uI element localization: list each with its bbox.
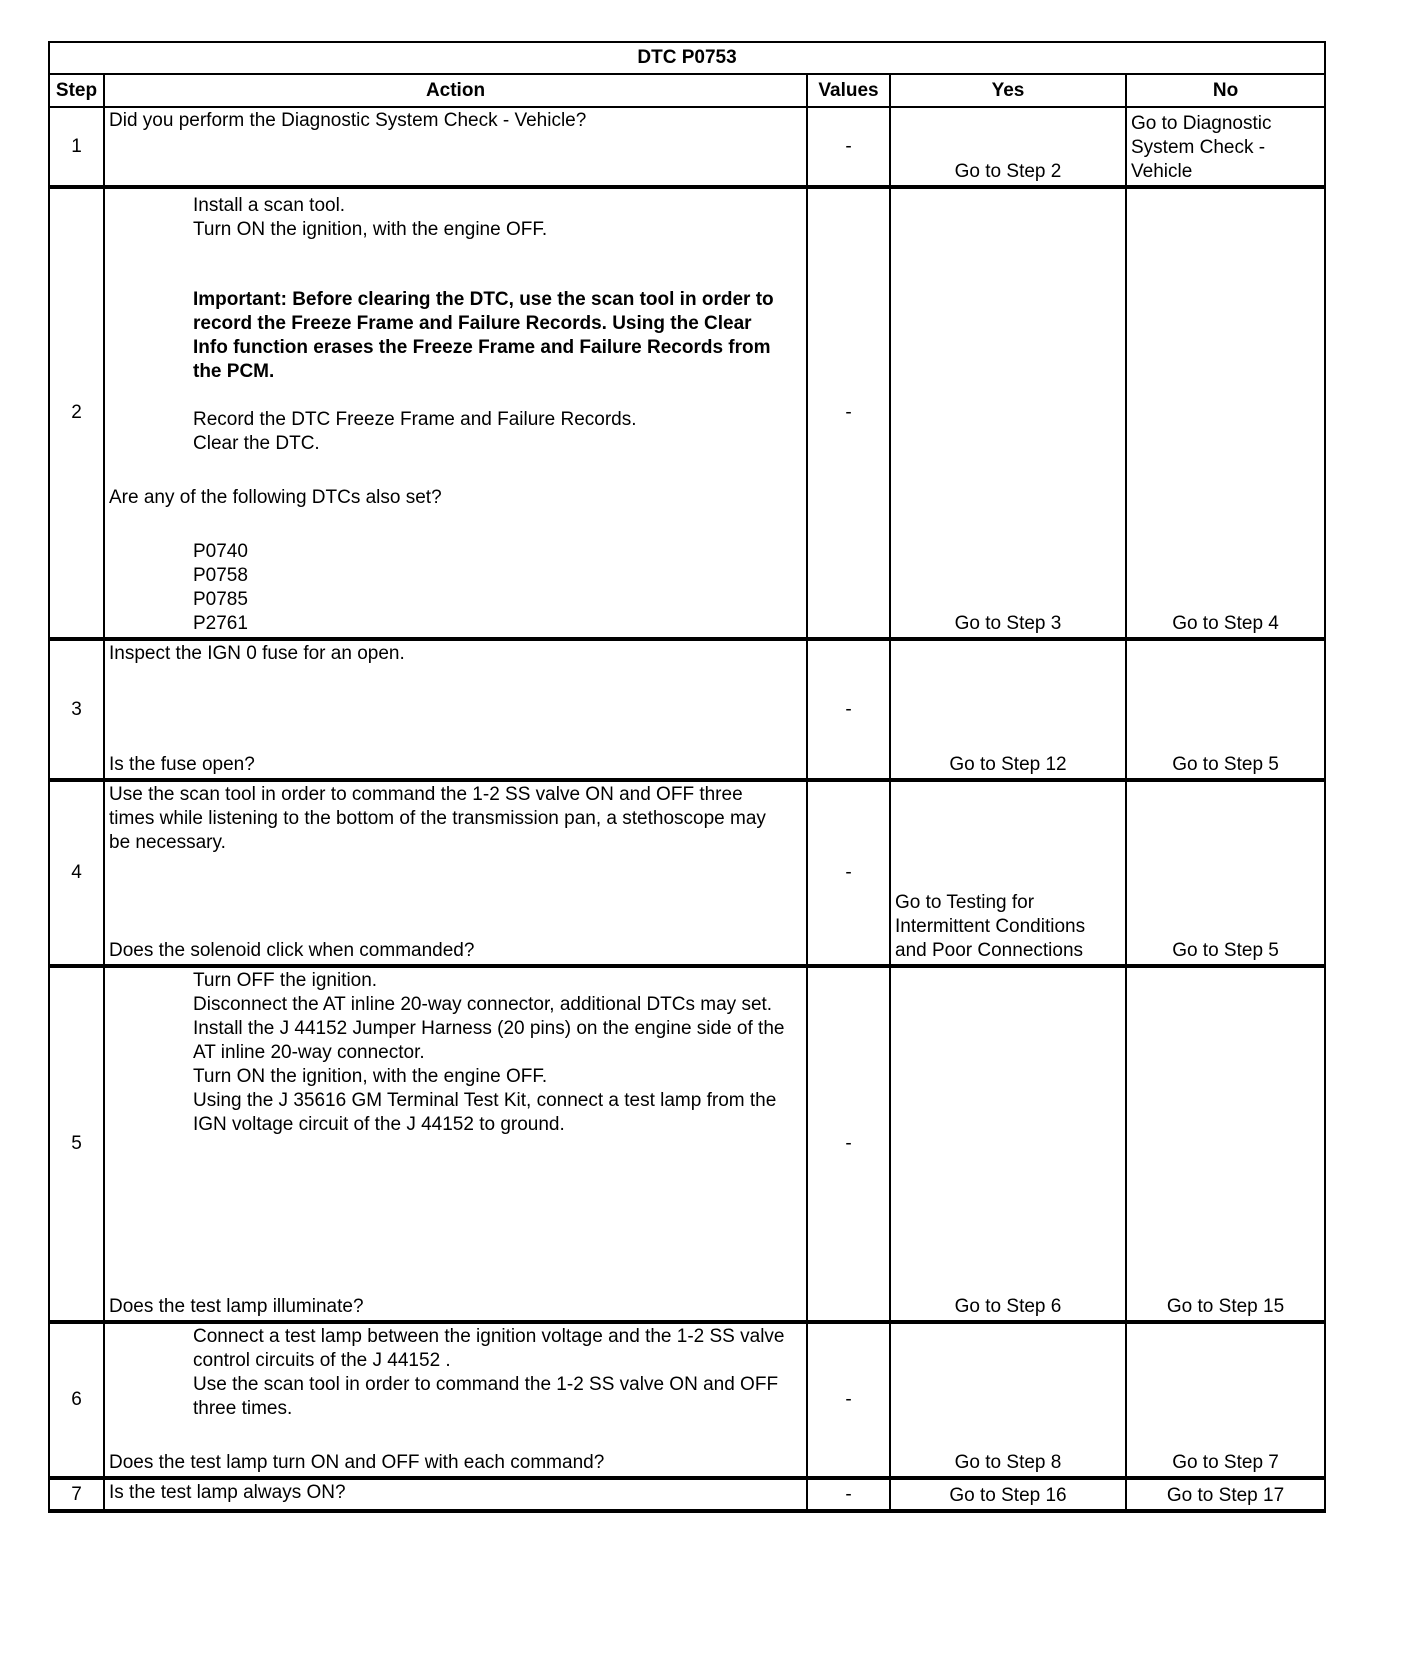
action-step: Record the DTC Freeze Frame and Failure Records. (193, 409, 637, 430)
dtc-table (48, 41, 1326, 1513)
header-step: Step (49, 74, 104, 107)
action-text: Inspect the IGN 0 fuse for an open. (109, 643, 405, 664)
no-cell (1126, 1478, 1325, 1511)
no-cell (1126, 780, 1325, 966)
table-title: DTC P0753 (49, 42, 1325, 74)
action-step: Install the J 44152 Jumper Harness (20 pins) on the engine side of the AT inline 20-way connector. (193, 1018, 785, 1063)
no-link[interactable]: Go to Step 5 (1172, 940, 1279, 961)
step-number: 7 (49, 1478, 104, 1511)
action-step: Turn ON the ignition, with the engine OFF. (193, 1066, 548, 1087)
action-cell (104, 780, 807, 966)
yes-link[interactable]: Go to Step 8 (954, 1452, 1062, 1473)
question-text: Does the solenoid click when commanded? (109, 940, 475, 961)
values-cell: - (807, 1322, 890, 1478)
table-row (49, 1478, 1325, 1511)
action-step: Clear the DTC. (193, 433, 320, 454)
action-cell (104, 1322, 807, 1478)
no-cell (1126, 639, 1325, 780)
yes-link[interactable]: Go to Step 16 (949, 1485, 1067, 1506)
dtc-item: P0785 (193, 589, 248, 610)
dtc-item: P0758 (193, 565, 248, 586)
question-text: Are any of the following DTCs also set? (109, 487, 442, 508)
yes-cell (890, 1322, 1126, 1478)
yes-cell (890, 107, 1126, 187)
step-number: 6 (49, 1322, 104, 1478)
no-link[interactable]: Go to Step 17 (1166, 1485, 1285, 1506)
no-cell (1126, 1322, 1325, 1478)
action-step: Turn ON the ignition, with the engine OFF. (193, 219, 548, 240)
dtc-item: P0740 (193, 541, 248, 562)
action-cell (104, 107, 807, 187)
no-cell (1126, 107, 1325, 187)
yes-link[interactable]: Go to Step 12 (949, 754, 1067, 775)
header-values: Values (807, 74, 890, 107)
action-cell (104, 966, 807, 1322)
table-row (49, 639, 1325, 780)
yes-cell (890, 1478, 1126, 1511)
values-cell: - (807, 780, 890, 966)
values-cell: - (807, 1478, 890, 1511)
action-step: Using the J 35616 GM Terminal Test Kit, connect a test lamp from the IGN voltage circuit of the J 44152 to ground. (193, 1090, 777, 1135)
step-number: 5 (49, 966, 104, 1322)
yes-cell (890, 780, 1126, 966)
action-cell (104, 187, 807, 639)
dtc-item: P2761 (193, 613, 248, 634)
yes-link[interactable]: Go to Step 2 (954, 161, 1062, 182)
step-number: 4 (49, 780, 104, 966)
action-cell (104, 639, 807, 780)
action-step: Install a scan tool. (193, 195, 346, 216)
no-link[interactable]: Go to Step 5 (1172, 754, 1279, 775)
table-row (49, 780, 1325, 966)
action-cell (104, 1478, 807, 1511)
no-link[interactable]: Go to Step 7 (1172, 1452, 1279, 1473)
no-link[interactable]: Go to Step 4 (1172, 613, 1279, 634)
action-step: Turn OFF the ignition. (193, 970, 378, 991)
header-yes: Yes (890, 74, 1126, 107)
table-row (49, 1322, 1325, 1478)
table-row (49, 107, 1325, 187)
question-text: Does the test lamp illuminate? (109, 1296, 364, 1317)
action-step: Disconnect the AT inline 20-way connector, additional DTCs may set. (193, 994, 773, 1015)
no-link[interactable]: Go to Diagnostic System Check - Vehicle (1131, 113, 1272, 182)
action-text: Use the scan tool in order to command the 1-2 SS valve ON and OFF three times while listening to the bottom of the transmission pan, a stethoscope may be necessary. (109, 784, 766, 853)
question-text: Does the test lamp turn ON and OFF with each command? (109, 1452, 605, 1473)
values-cell: - (807, 107, 890, 187)
table-row (49, 187, 1325, 639)
action-step: Use the scan tool in order to command the 1-2 SS valve ON and OFF three times. (193, 1374, 779, 1419)
table-row (49, 966, 1325, 1322)
header-no: No (1126, 74, 1325, 107)
no-cell (1126, 187, 1325, 639)
values-cell: - (807, 966, 890, 1322)
step-number: 2 (49, 187, 104, 639)
yes-cell (890, 187, 1126, 639)
values-cell: - (807, 187, 890, 639)
yes-cell (890, 639, 1126, 780)
question-text: Is the test lamp always ON? (109, 1482, 346, 1503)
yes-link[interactable]: Go to Step 3 (954, 613, 1062, 634)
yes-cell (890, 966, 1126, 1322)
action-text: Did you perform the Diagnostic System Check - Vehicle? (109, 110, 587, 131)
no-link[interactable]: Go to Step 15 (1166, 1296, 1285, 1317)
question-text: Is the fuse open? (109, 754, 255, 775)
yes-link[interactable]: Go to Testing for Intermittent Conditions and Poor Connections (895, 892, 1086, 961)
no-cell (1126, 966, 1325, 1322)
action-step: Connect a test lamp between the ignition voltage and the 1-2 SS valve control circuits of the J 44152 . (193, 1326, 785, 1371)
header-action: Action (104, 74, 807, 107)
important-note: Important: Before clearing the DTC, use the scan tool in order to record the Freeze Frame and Failure Records. Using the Clear Info function erases the Freeze Frame and Failure Records from the PCM. (193, 289, 774, 382)
values-cell: - (807, 639, 890, 780)
step-number: 3 (49, 639, 104, 780)
yes-link[interactable]: Go to Step 6 (954, 1296, 1062, 1317)
step-number: 1 (49, 107, 104, 187)
